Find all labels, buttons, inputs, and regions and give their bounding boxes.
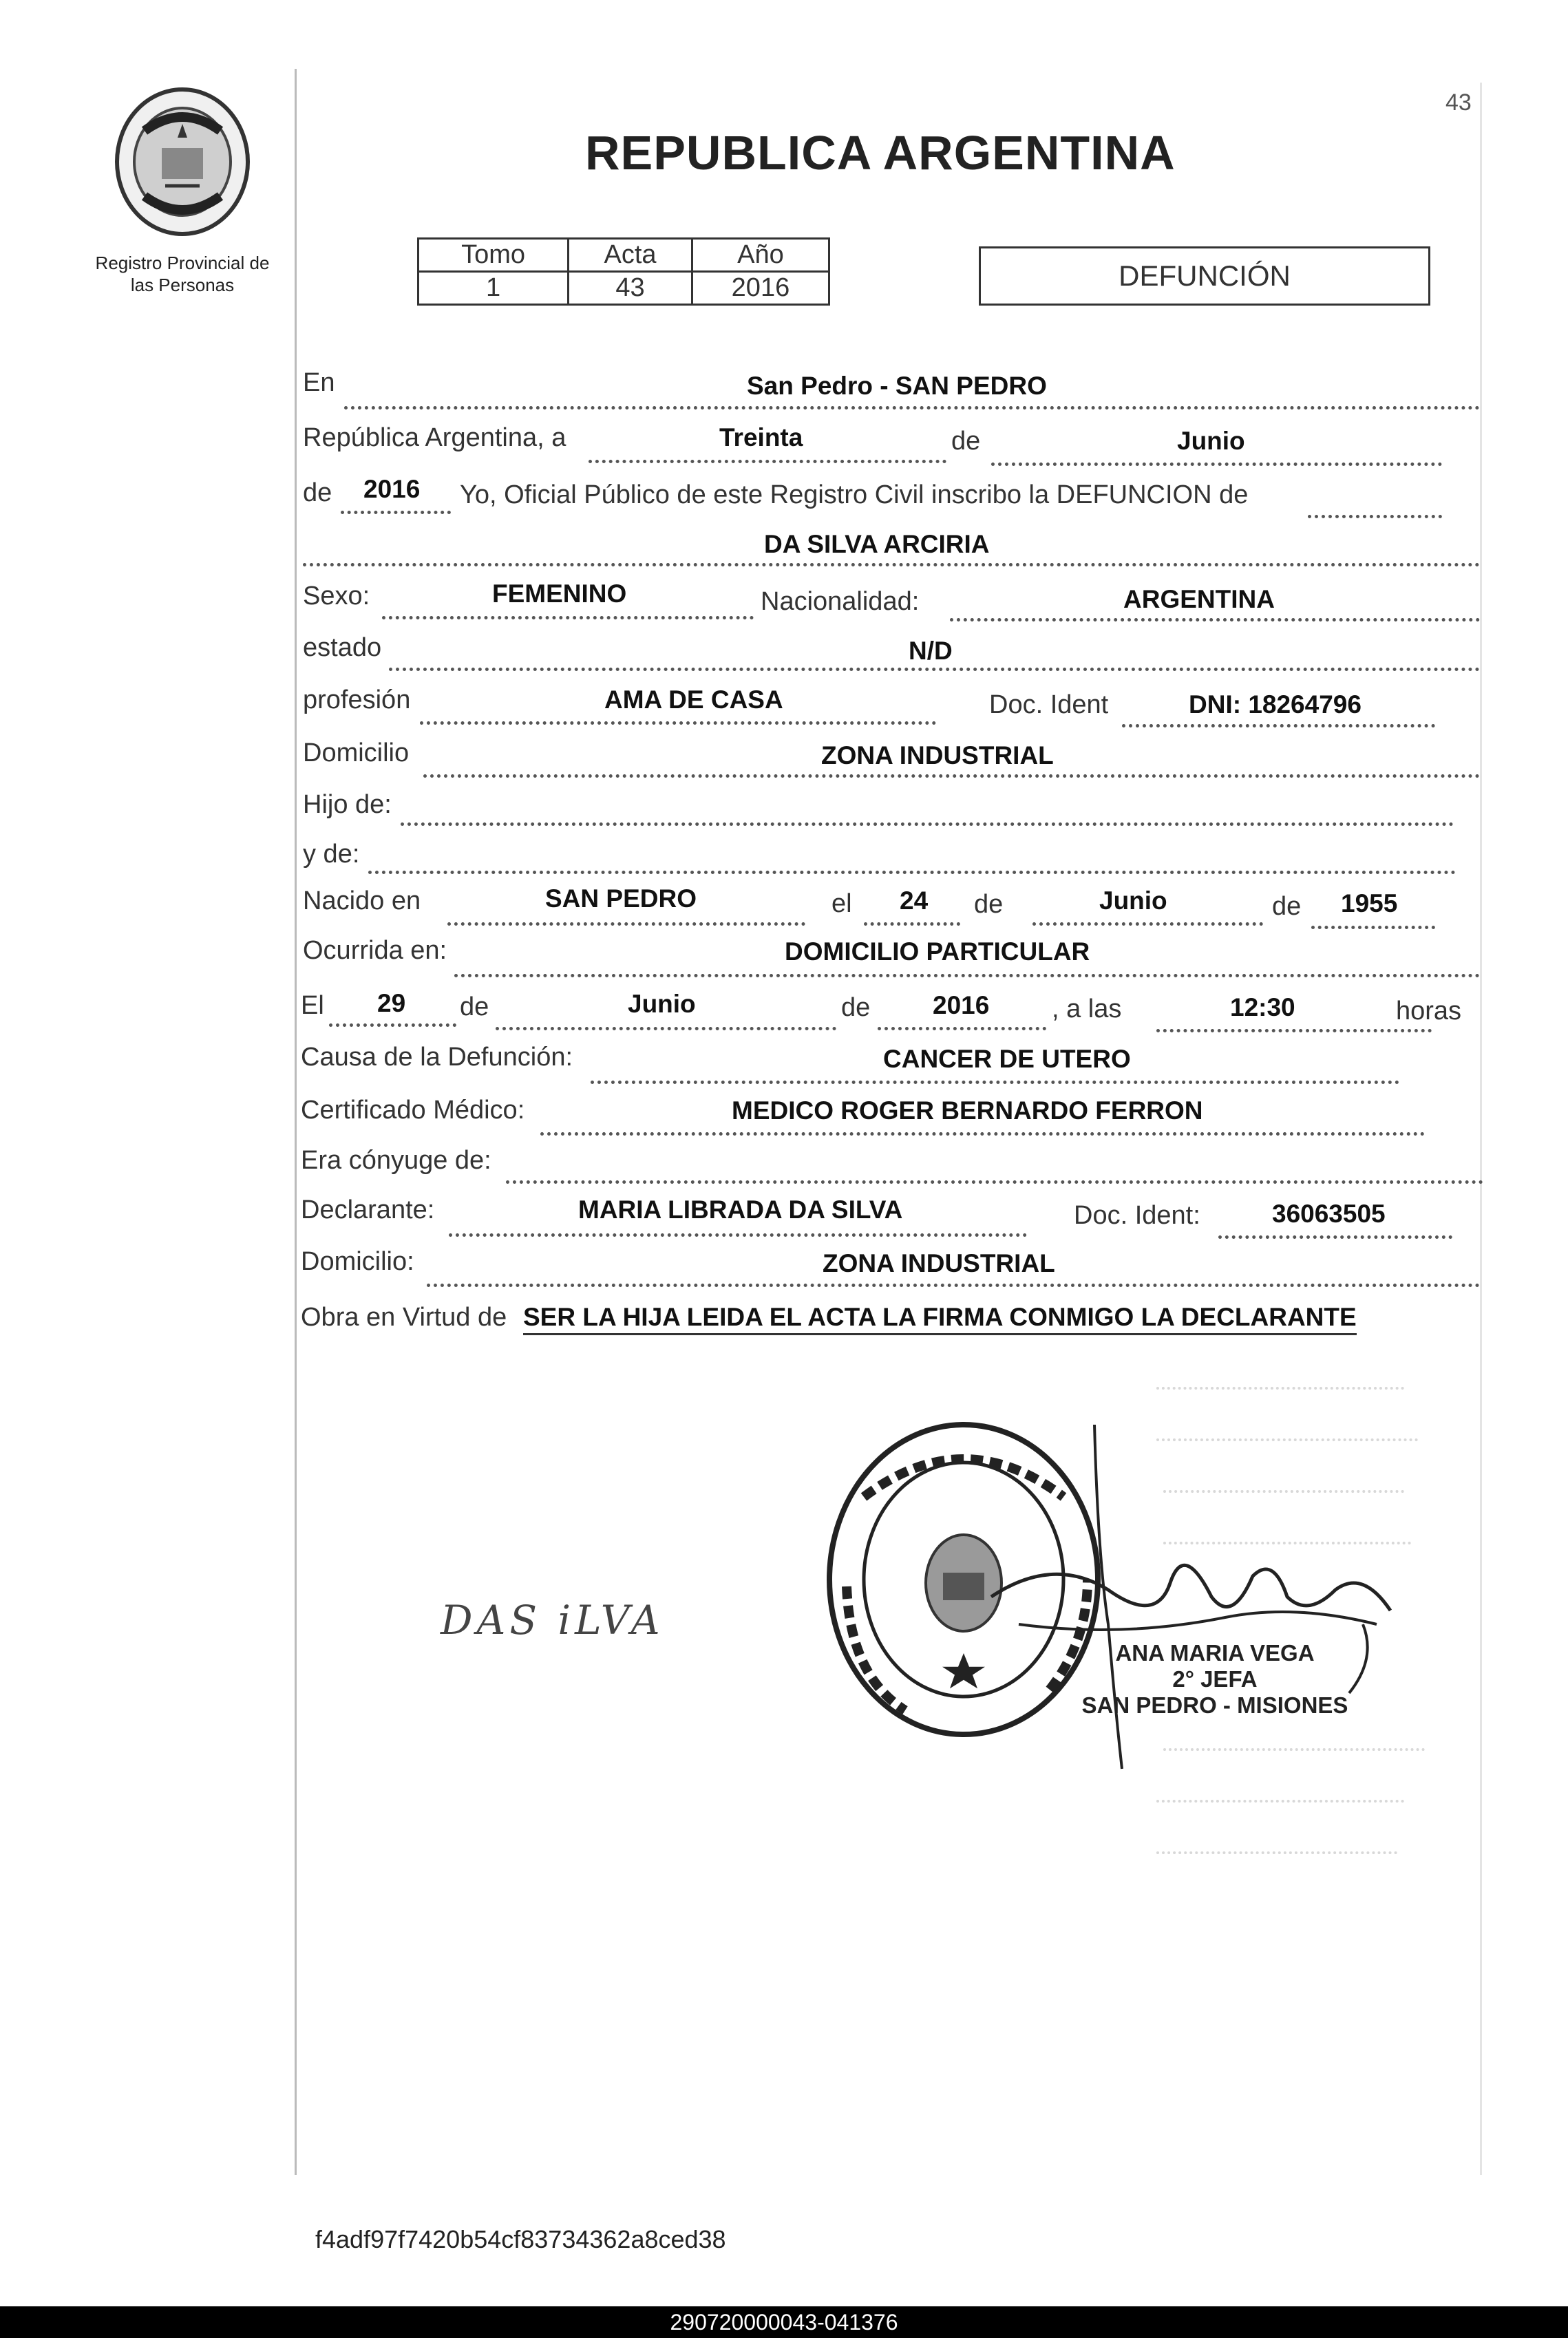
- doc-ident-label: Doc. Ident: [989, 690, 1109, 719]
- tomo-value: 1: [419, 272, 569, 305]
- hijo-dots: [401, 822, 1454, 826]
- obra-value: SER LA HIJA LEIDA EL ACTA LA FIRMA CONMIGO LA DECLARANTE: [523, 1303, 1357, 1335]
- declarante-value: MARIA LIBRADA DA SILVA: [578, 1195, 903, 1224]
- birth-year: 1955: [1341, 889, 1398, 917]
- estado-label: estado: [303, 633, 382, 662]
- death-day: 29: [377, 989, 406, 1017]
- en-label: En: [303, 368, 335, 397]
- hijo-label: Hijo de:: [303, 790, 392, 819]
- de-label-5: de: [460, 992, 489, 1021]
- causa-label: Causa de la Defunción:: [301, 1043, 573, 1072]
- official-place: SAN PEDRO - MISIONES: [1081, 1692, 1348, 1718]
- de-label-1: de: [951, 427, 981, 456]
- nacionalidad-dots: [950, 618, 1480, 621]
- certificado-value: MEDICO ROGER BERNARDO FERRON: [732, 1096, 1203, 1125]
- ghost-line: [1156, 1800, 1404, 1803]
- conyuge-dots: [506, 1180, 1483, 1184]
- domicilio2-label: Domicilio:: [301, 1247, 414, 1276]
- conyuge-label: Era cónyuge de:: [301, 1146, 491, 1175]
- registry-line-2: las Personas: [130, 275, 235, 295]
- yde-dots: [368, 871, 1456, 874]
- domicilio-value: ZONA INDUSTRIAL: [821, 741, 1054, 769]
- republica-label: República Argentina, a: [303, 423, 566, 452]
- page-title: REPUBLICA ARGENTINA: [585, 126, 1176, 180]
- book-table: [417, 237, 830, 306]
- doc-ident2-dots: [1218, 1235, 1452, 1239]
- doc-ident2-label: Doc. Ident:: [1074, 1201, 1200, 1230]
- doc-ident2-value: 36063505: [1272, 1200, 1386, 1228]
- certificado-label: Certificado Médico:: [301, 1096, 525, 1125]
- margin-rule: [295, 69, 297, 2175]
- barcode-bar: [0, 2306, 1568, 2338]
- handwritten-text: DAS iLVA: [441, 1597, 664, 1644]
- domicilio-label: Domicilio: [303, 738, 410, 767]
- causa-value: CANCER DE UTERO: [883, 1045, 1131, 1073]
- nacido-label: Nacido en: [303, 886, 421, 915]
- death-month-dots: [496, 1027, 836, 1030]
- registry-line-1: Registro Provincial de: [95, 253, 270, 273]
- declarante-label: Declarante:: [301, 1195, 435, 1224]
- ghost-line: [1156, 1851, 1397, 1854]
- death-month: Junio: [628, 990, 696, 1018]
- death-year: 2016: [933, 991, 990, 1019]
- year-dots: [341, 511, 451, 514]
- birth-day: 24: [900, 886, 929, 915]
- sexo-label: Sexo:: [303, 582, 370, 610]
- official-signature: [950, 1418, 1404, 1776]
- anio-value: 2016: [692, 272, 829, 305]
- profesion-dots: [420, 721, 936, 725]
- name-dots: [303, 563, 1480, 566]
- doc-type-box: [979, 246, 1430, 306]
- handwritten-signature: [441, 1597, 664, 1644]
- birth-month-dots: [1032, 922, 1263, 926]
- de-label-6: de: [841, 993, 871, 1022]
- birth-year-dots: [1311, 926, 1435, 929]
- estado-dots: [389, 668, 1480, 671]
- causa-dots: [591, 1081, 1399, 1084]
- profesion-value: AMA DE CASA: [604, 686, 783, 714]
- nacido-dots: [447, 922, 805, 926]
- official-signature-block: [1070, 1640, 1359, 1719]
- en-value: San Pedro - SAN PEDRO: [747, 372, 1047, 400]
- ocurrida-value: DOMICILIO PARTICULAR: [785, 937, 1090, 966]
- registry-name: [69, 252, 296, 296]
- official-title: 2° JEFA: [1172, 1666, 1258, 1692]
- nacionalidad-label: Nacionalidad:: [761, 587, 920, 616]
- ghost-line: [1156, 1387, 1404, 1390]
- month-value: Junio: [1177, 427, 1245, 455]
- official-text: Yo, Oficial Público de este Registro Civil inscribo la DEFUNCION de: [460, 480, 1249, 509]
- de-label-3: de: [974, 890, 1004, 919]
- barcode-text: 290720000043-041376: [670, 2310, 898, 2335]
- ocurrida-label: Ocurrida en:: [303, 936, 447, 965]
- domicilio2-dots: [427, 1284, 1480, 1287]
- yde-label: y de:: [303, 840, 360, 869]
- misiones-seal-logo: [110, 83, 255, 241]
- nacido-value: SAN PEDRO: [545, 884, 697, 913]
- doc-ident-value: DNI: 18264796: [1189, 690, 1362, 719]
- profesion-label: profesión: [303, 686, 411, 714]
- right-margin-rule: [1480, 83, 1482, 2175]
- year-value: 2016: [363, 475, 421, 503]
- ocurrida-dots: [454, 974, 1480, 977]
- official-name: ANA MARIA VEGA: [1115, 1640, 1315, 1666]
- de-label-2: de: [303, 478, 332, 507]
- day-dots: [589, 460, 946, 463]
- sexo-value: FEMENINO: [492, 580, 627, 608]
- declarante-dots: [449, 1233, 1027, 1237]
- horas-label: horas: [1396, 997, 1462, 1025]
- death-time-dots: [1156, 1029, 1432, 1032]
- acta-header: Acta: [569, 239, 692, 272]
- sexo-dots: [382, 616, 754, 619]
- death-year-dots: [878, 1027, 1046, 1030]
- alas-label: , a las: [1052, 995, 1122, 1023]
- tomo-header: Tomo: [419, 239, 569, 272]
- obra-label: Obra en Virtud de: [301, 1303, 507, 1332]
- en-dots: [344, 406, 1480, 410]
- death-day-dots: [329, 1023, 456, 1027]
- birth-day-dots: [864, 922, 960, 926]
- month-dots: [991, 463, 1442, 466]
- birth-month: Junio: [1099, 886, 1167, 915]
- document-hash: f4adf97f7420b54cf83734362a8ced38: [315, 2225, 726, 2253]
- domicilio-dots: [423, 774, 1480, 778]
- official-dots: [1308, 515, 1442, 518]
- certificado-dots: [540, 1132, 1425, 1136]
- doc-ident-dots: [1122, 724, 1435, 727]
- deceased-name: DA SILVA ARCIRIA: [764, 530, 990, 558]
- domicilio2-value: ZONA INDUSTRIAL: [823, 1249, 1055, 1277]
- anio-header: Año: [692, 239, 829, 272]
- acta-value: 43: [569, 272, 692, 305]
- nacionalidad-value: ARGENTINA: [1123, 585, 1275, 613]
- de-label-4: de: [1272, 892, 1302, 921]
- day-value: Treinta: [719, 423, 803, 451]
- page-number: 43: [1445, 89, 1472, 116]
- death-time: 12:30: [1230, 993, 1295, 1021]
- el2-label: El: [301, 991, 324, 1020]
- el-label: el: [831, 889, 852, 918]
- estado-value: N/D: [909, 637, 953, 665]
- doc-type: DEFUNCIÓN: [1119, 259, 1291, 292]
